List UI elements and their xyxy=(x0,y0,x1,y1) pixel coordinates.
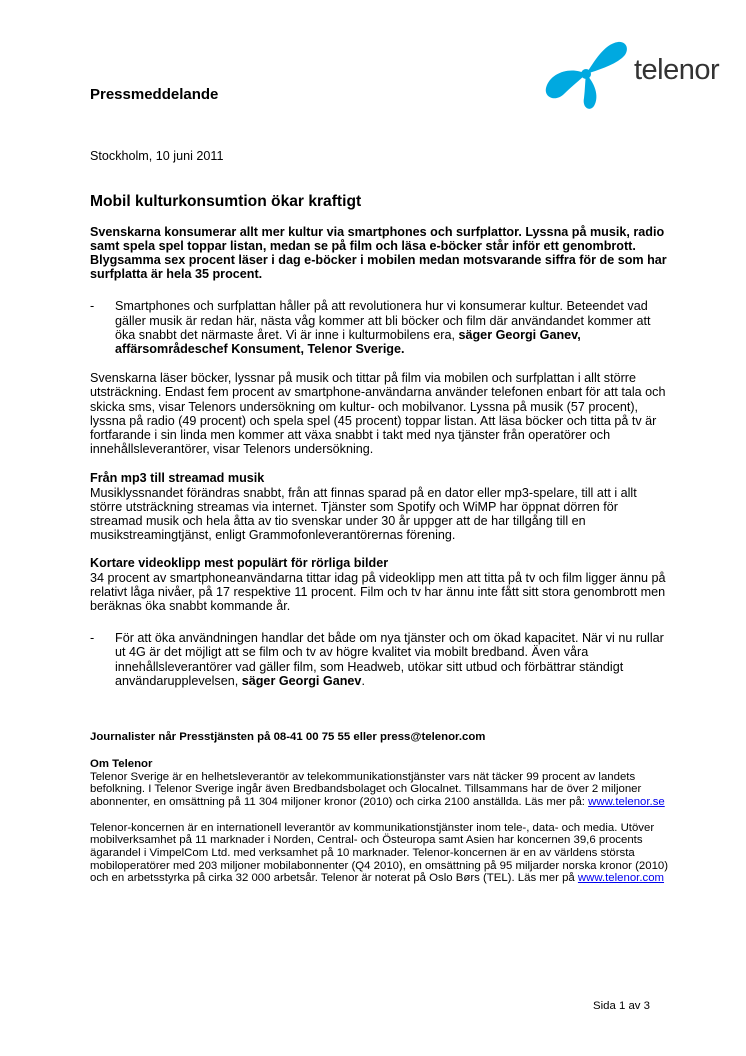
quote-dash: - xyxy=(90,631,95,646)
quote-end: . xyxy=(361,673,365,688)
quote-attribution: säger Georgi Ganev xyxy=(241,673,362,688)
body-paragraph: Svenskarna läser böcker, lyssnar på musik och tittar på film via mobilen och surfplattan i allt större utsträckning. Endast fem procent av smartphone-användarna använder telefonen enbart för att tala och skicka sms, visar Telenors undersökning om kultur- och mobilvanor. Lyssna på musik (57 procent), lyssna på radio (49 procent) och spela spel (45 procent) toppar listan. Att läsa böcker och titta på tv är fortfarande i sin linda men kommer att växa snabbt i takt med nya tjänster från operatörer och innehållsleverantörer, visar Telenors undersökning. xyxy=(90,371,666,457)
quote-attribution: säger Georgi Ganev, affärsområdeschef Konsument, Telenor Sverige. xyxy=(115,327,581,357)
about-text: Telenor Sverige är en helhetsleverantör av telekommunikationstjänster vars nät täcker 99 procent av landets befolkning. I Telenor Sverige ingår även Bredbandsbolaget och Glocalnet. Tillsammans har de över 2 miljoner abonnenter, en omsättning på 11 304 miljoner kronor (2010) och cirka 2100 anställda. Läs mer på: www.telenor.se xyxy=(90,770,665,808)
dateline: Stockholm, 10 juni 2011 xyxy=(90,149,224,164)
press-contact: Journalister når Presstjänsten på 08-41 00 75 55 eller press@telenor.com xyxy=(90,731,486,744)
section-text-video: 34 procent av smartphoneanvändarna tittar idag på videoklipp men att titta på tv och film ligger ännu på relativt låga nivåer, på 17 respektive 11 procent. Film och tv har ännu inte fått sitt stora genombrott men beräknas öka snabbt kommande år. xyxy=(90,570,666,614)
telenor-se-link[interactable]: www.telenor.se xyxy=(588,795,665,808)
group-text: Telenor-koncernen är en internationell leverantör av kommunikationstjänster inom tele-, data- och media. Utöver mobilverksamhet på 11 marknader i Norden, Central- och Östeuropa samt Asien har koncernen 39,6 procents ägarandel i VimpelCom Ltd. med verksamhet på 10 marknader. Telenor-koncernen är en av världens största mobiloperatörer med 203 miljoner mobilabonnenter (Q4 2010), en omsättning på 95 miljarder norska kronor (2010) och en arbetsstyrka på cirka 32 000 arbetsår. Telenor är noterat på Oslo Børs (TEL). Läs mer på www.telenor.com xyxy=(90,821,669,885)
quote-block-1 xyxy=(90,299,670,356)
quote-block-2 xyxy=(90,631,670,688)
section-heading-mp3: Från mp3 till streamad musik xyxy=(90,471,265,486)
logo-wordmark: telenor xyxy=(634,54,720,86)
press-release xyxy=(90,88,670,885)
about-heading: Om Telenor xyxy=(90,757,153,770)
quote-text: För att öka användningen handlar det både om nya tjänster och om ökad kapacitet. När vi nu rullar ut 4G är det möjligt att se film och tv av högre kvalitet via mobilt bredband. Även våra innehållsleverantörer vad gäller film, som Headweb, utökar sitt utbud och förbättrar ständigt användarupplevelsen, xyxy=(115,631,664,688)
quote-text: Smartphones och surfplattan håller på att revolutionera hur vi konsumerar kultur. Beteendet vad gäller musik är redan här, nästa våg kommer att bli böcker och film där användandet kommer att öka snabbt det närmaste året. Vi är inne i kulturmobilens era, xyxy=(115,299,651,342)
lead-paragraph: Svenskarna konsumerar allt mer kultur via smartphones och surfplattor. Lyssna på musik, radio samt spela spel toppar listan, medan se på film och läsa e-böcker står inför ett genombrott. Blygsamma sex procent läser i dag e-böcker i mobilen medan motsvarande siffra för de som har surfplatta är hela 35 procent. xyxy=(90,224,667,282)
telenor-com-link[interactable]: www.telenor.com xyxy=(577,872,665,885)
section-heading-video: Kortare videoklipp mest populärt för rörliga bilder xyxy=(90,556,389,571)
headline: Mobil kulturkonsumtion ökar kraftigt xyxy=(90,193,362,211)
page-number: Sida 1 av 3 xyxy=(593,1000,650,1012)
document-label: Pressmeddelande xyxy=(90,86,219,103)
quote-dash: - xyxy=(90,299,95,314)
section-text-mp3: Musiklyssnandet förändras snabbt, från att finnas sparad på en dator eller mp3-spelare, till att i allt större utsträckning streamas via internet. Tjänster som Spotify och WiMP har öppnat dörren för streamad musik och hela åtta av tio svenskar under 30 år uppger att de har tillgång till en musikstreamingtjänst, enligt Grammofonleverantörernas förening. xyxy=(90,485,637,543)
